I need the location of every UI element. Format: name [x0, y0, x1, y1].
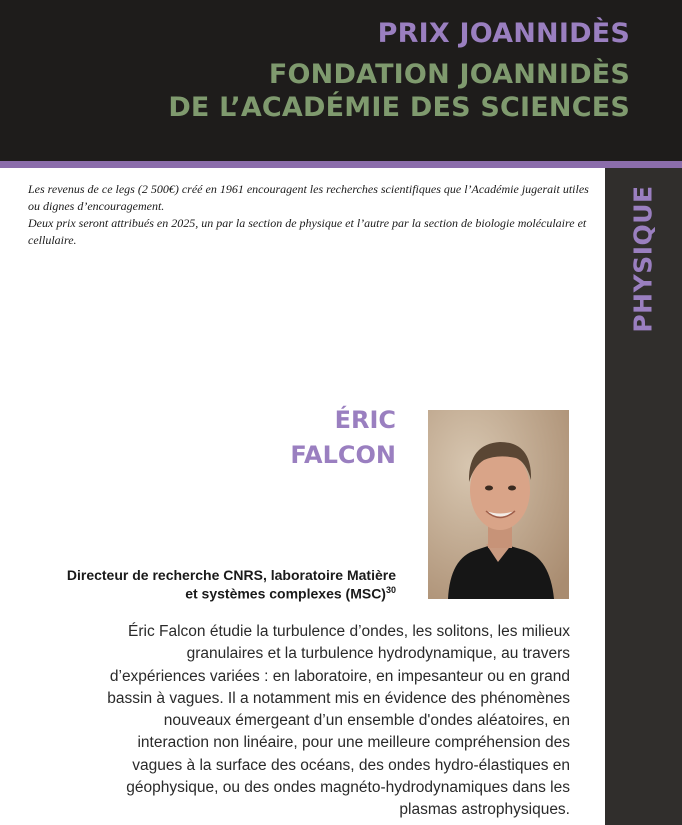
laureate-role-line-2: [20, 585, 396, 602]
purple-divider: [0, 161, 682, 168]
bio-line: d’expériences variées : en laboratoire, en impesanteur ou en grand: [109, 667, 570, 685]
bio-line: bassin à vagues. Il a notamment mis en évidence des phénomènes: [107, 689, 570, 707]
bio-line: interaction non linéaire, pour une meilleure compréhension des: [137, 734, 570, 752]
bio-line: granulaires et la turbulence hydrodynamique, au travers: [186, 645, 570, 663]
intro-text: [28, 181, 594, 249]
intro-paragraph-1: Les revenus de ce legs (2 500€) créé en 1961 encouragent les recherches scientifiques que l’Académie jugerait utiles ou dignes d’encouragement.: [28, 182, 589, 213]
prize-title: PRIX JOANNIDÈS: [377, 18, 630, 49]
academy-name: DE L’ACADÉMIE DES SCIENCES: [168, 92, 630, 123]
bio-line: vagues à la surface des océans, des ondes hydro-élastiques en: [132, 756, 570, 774]
bio-line: nouveaux émergeant d’un ensemble d'ondes aléatoires, en: [163, 712, 570, 730]
laureate-last-name: FALCON: [290, 441, 396, 469]
laureate-role-line-1: Directeur de recherche CNRS, laboratoire Matière: [66, 567, 396, 583]
bio-line: géophysique, ou des ondes magnéto-hydrodynamiques dans les: [126, 779, 570, 797]
laureate-first-name: ÉRIC: [334, 406, 396, 434]
footnote-marker: 30: [385, 585, 396, 595]
foundation-name: FONDATION JOANNIDÈS: [268, 59, 630, 90]
laureate-biography: [30, 621, 570, 822]
bio-line: Éric Falcon étudie la turbulence d’ondes, les solitons, les milieux: [128, 623, 570, 640]
portrait-illustration: [428, 410, 569, 599]
laureate-role-text: et systèmes complexes (MSC): [185, 585, 386, 602]
bio-line: plasmas astrophysiques.: [399, 801, 570, 819]
laureate-portrait: [428, 410, 569, 599]
intro-paragraph-2: Deux prix seront attribués en 2025, un par la section de physique et l’autre par la section de biologie moléculaire et cellulaire.: [28, 216, 587, 247]
header-band: [0, 0, 682, 161]
section-label: PHYSIQUE: [628, 185, 658, 333]
